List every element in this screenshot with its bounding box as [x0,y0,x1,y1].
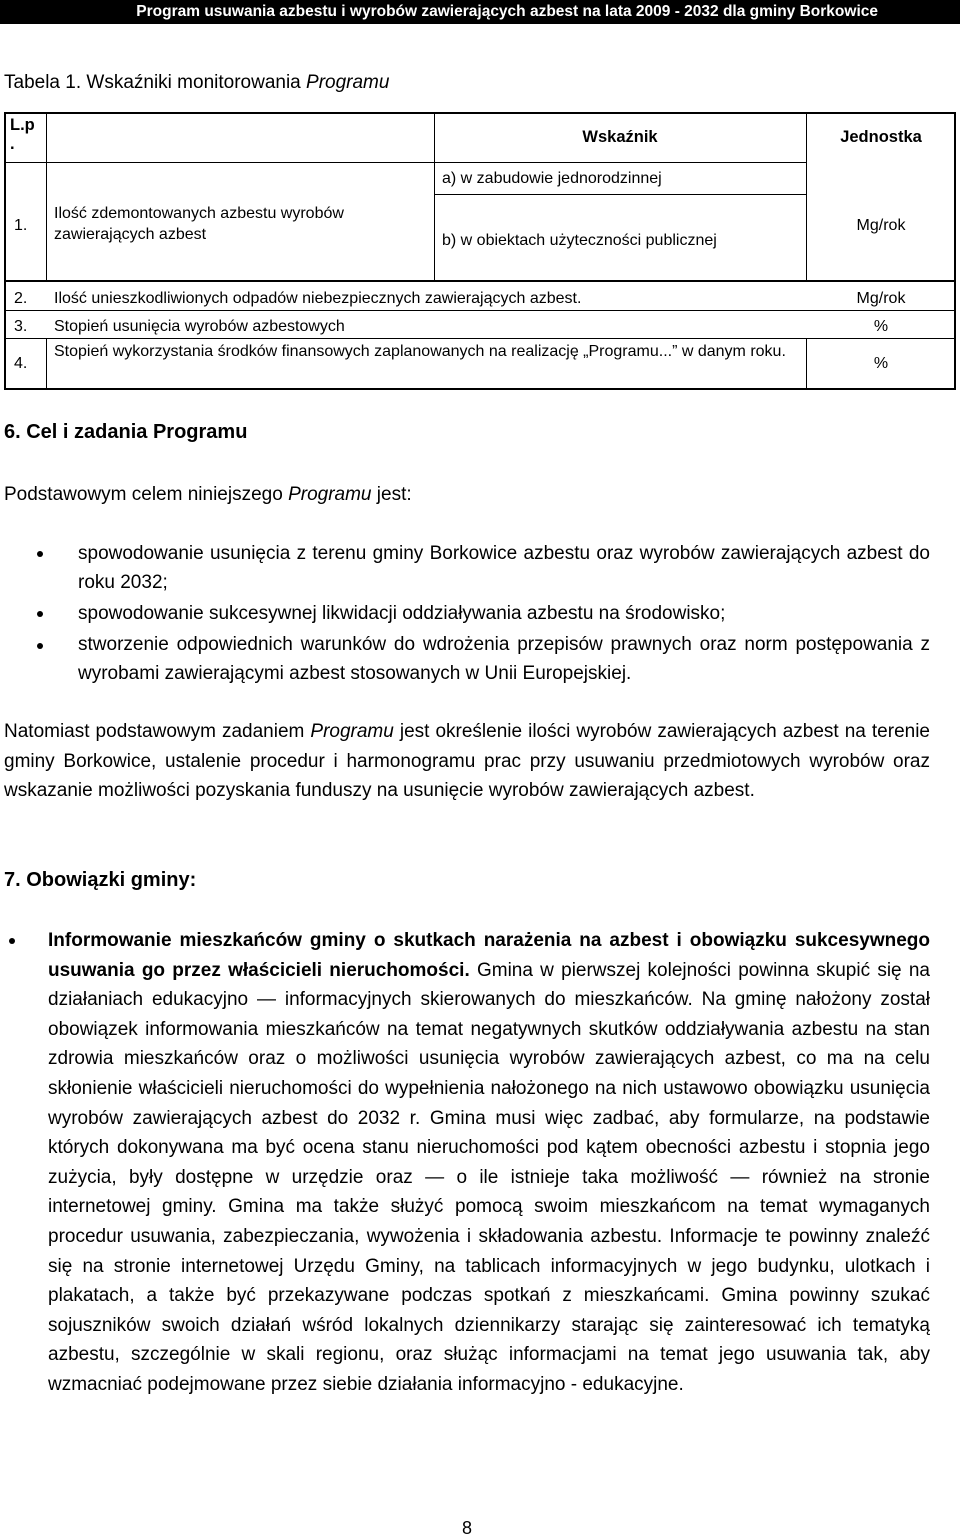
section-6-title: 6. Cel i zadania Programu [4,421,248,443]
table-header-bottom-line [4,162,806,163]
section-6-task-suffix: jest określenie ilości wyrobów zawierających azbest na terenie gminy Borkowice, ustalenie procedur i harmonogramu prac przy usuwaniu przedmiotowych wyrobów oraz wskazanie możliwości pozyskania funduszy na usunięcie wyrobów zawierających azbest. [4,721,930,802]
goal-bullet-2 [37,611,43,617]
section-6-intro-prefix: Podstawowym celem niniejszego [4,484,289,505]
table-row2-bottom-line [4,310,956,311]
duty-paragraph [48,926,930,1400]
table-row1-sub-b: b) w obiektach użyteczności publicznej [442,232,717,249]
running-header [0,0,960,24]
table-row3-unit: % [873,318,889,335]
table-header-indicator: Wskaźnik [582,128,658,146]
duty-paragraph-bold: Informowanie mieszkańców gminy o skutkach narażenia na azbest i obowiązku sukcesywnego usuwania go przez właścicieli nieruchomości. [48,930,930,981]
table-row1-number: 1. [14,217,28,234]
table-row2-number: 2. [14,290,28,307]
table-row4-unit: % [873,355,889,372]
goal-item-1: spowodowanie usunięcia z terenu gminy Borkowice azbestu oraz wyrobów zawierających azbest do roku 2032; [78,543,930,593]
table-row1-unit: Mg/rok [856,217,906,234]
table-row4-divider-left [46,338,47,390]
table-header-unit: Jednostka [840,128,922,146]
section-6-task-prefix: Natomiast podstawowym zadaniem [4,721,311,742]
table-header-lp-dot: . [10,135,15,153]
table-row3-number: 3. [14,318,28,335]
section-6-intro [4,480,412,510]
goal-item-3: stworzenie odpowiednich warunków do wdrożenia przepisów prawnych oraz norm postępowania z wyrobami zawierającymi azbest stosowanych w Unii Europejskiej. [78,634,930,684]
goal-bullet-3 [37,643,43,649]
table-row3-bottom-line [4,338,956,339]
table-header-lp [10,116,35,154]
section-6-task-paragraph [4,717,930,806]
goal-item-2: spowodowanie sukcesywnej likwidacji oddziaływania azbestu na środowisko; [78,603,726,624]
goal-bullet-1 [37,551,43,557]
table-row4-indicator: Stopień wykorzystania środków finansowych zaplanowanych na realizację „Programu...” w danym roku. [54,343,786,360]
table-row2-unit: Mg/rok [856,290,906,307]
table-subrow-line [434,194,806,195]
section-6-intro-italic: Programu [288,484,372,505]
duty-paragraph-text: Gmina w pierwszej kolejności powinna skupić się na działaniach edukacyjno — informacyjnych skierowanych do mieszkańców. Na gminę nałożony został obowiązek informowania mieszkańców na temat negatywnych skutków oddziaływania azbestu na stan zdrowia mieszkańców oraz o możliwości usunięcia wyrobów zawierających azbest, co ma na celu skłonienie właścicieli nieruchomości do wypełnienia nałożonego na nich ustawowo obowiązku usunięcia wyrobów zawierających azbest do 2032 r. Gmina musi więc zadbać, aby formularze, na podstawie których dokonywana ma być ocena stanu nieruchomości pod kątem obecności azbestu i stopnia jego zużycia, były dostępne w urzędzie oraz — o ile istnieje taka możliwość — również na stronie internetowej gminy. Gmina ma także służyć pomocą swoim mieszkańcom na temat wymaganych procedur usuwania, zabezpieczania, wywożenia i składowania azbestu. Informacje te powinny znaleźć się na stronie internetowej Urzędu Gminy, na tablicach informacyjnych w jego budynku, ulotkach i plakatach, a także być przekazywane podczas spotkań z mieszkańcami. Gmina powinny szukać sojuszników swoich działań wśród lokalnych dziennikarzy starając się zainteresować ich tematyką azbestu, szczególnie w skali regionu, oraz służąc informacjami na temat jego usuwania tak, aby wzmacniać podejmowane przez siebie działania informacyjno - edukacyjne. [48,959,930,1395]
running-header-title: Program usuwania azbestu i wyrobów zawierających azbest na lata 2009 - 2032 dla gminy Borkowice [136,3,878,20]
table-row2-indicator: Ilość unieszkodliwionych odpadów niebezpiecznych zawierających azbest. [54,290,582,307]
table-col-divider-1 [46,112,47,282]
table-caption-prefix: Tabela 1. Wskaźniki monitorowania [4,72,307,93]
section-6-intro-suffix: jest: [371,484,412,505]
table-row1-bottom-line [4,280,956,282]
indicators-table [4,112,956,390]
duty-bullet [9,938,15,944]
table-row1-indicator: Ilość zdemontowanych azbestu wyrobów zawierających azbest [54,205,344,243]
page-number: 8 [462,1518,473,1538]
section-7-title: 7. Obowiązki gminy: [4,869,197,891]
table-header-lp-text: L.p [10,116,35,134]
table-row4-number: 4. [14,355,28,372]
section-6-task-italic: Programu [310,721,394,742]
table-caption-italic: Programu [306,72,390,93]
table-row1-sub-a: a) w zabudowie jednorodzinnej [442,170,662,187]
table-row3-indicator: Stopień usunięcia wyrobów azbestowych [54,318,345,335]
table-caption [4,72,389,94]
